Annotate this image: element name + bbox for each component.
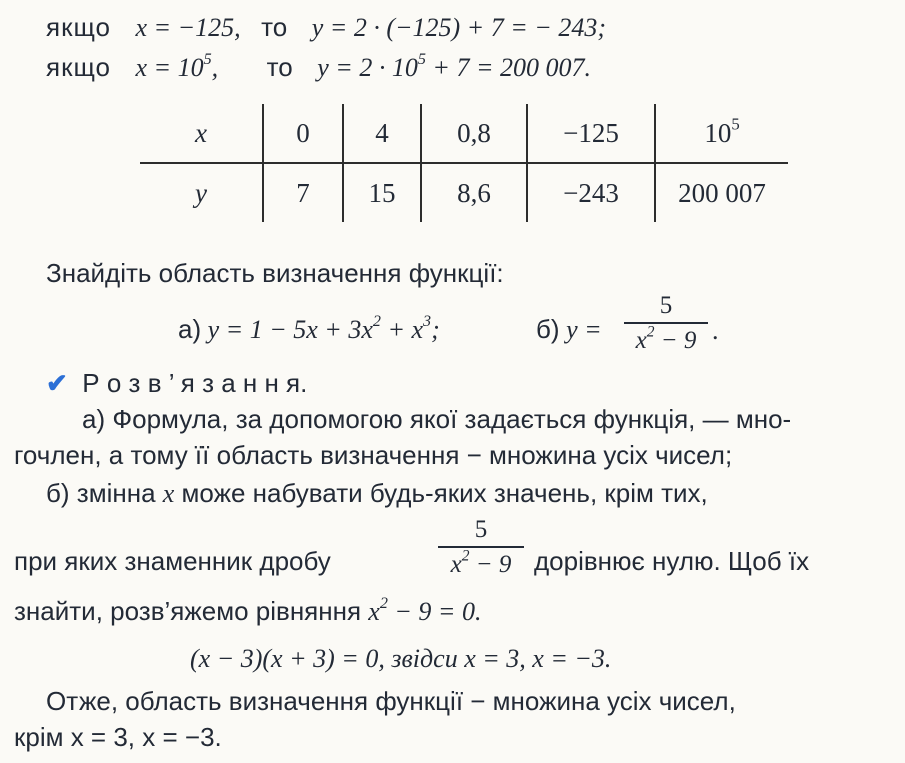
row-header-y: y: [195, 177, 207, 208]
solution-b-line-3: [14, 596, 481, 627]
comma: ,: [211, 53, 219, 82]
table-cell: 0: [263, 104, 343, 163]
table-cell: 200 007: [655, 163, 788, 222]
example-line-1: [46, 12, 606, 43]
solution-heading: [46, 368, 307, 399]
task-b-formula: y =: [566, 315, 602, 344]
conclusion-line-1: Отже, область визначення функції − множина усіх чисел,: [46, 686, 736, 716]
equation-tail: − 9 = 0.: [387, 597, 482, 626]
table-cell: 0,8: [421, 104, 527, 163]
semicolon: ;: [431, 315, 440, 344]
denominator-rest: − 9: [654, 327, 697, 354]
table-cell: 4: [343, 104, 421, 163]
table-cell: −243: [527, 163, 655, 222]
y-result: y = 2 · (−125) + 7 = − 243;: [311, 13, 606, 42]
conclusion-line-2: крім x = 3, x = −3.: [14, 722, 222, 752]
exponent: 2: [461, 547, 470, 565]
table-cell: −125: [527, 104, 655, 163]
table-cell: 8,6: [421, 163, 527, 222]
table-row-x: [140, 104, 788, 163]
exponent: 2: [646, 323, 655, 341]
power-base: 10: [704, 117, 732, 148]
table-cell: 7: [263, 163, 343, 222]
x-condition: x = −125,: [135, 13, 241, 42]
power-exponent: 5: [731, 113, 740, 133]
task-a-label: а): [178, 314, 202, 344]
table-row-y: [140, 163, 788, 222]
fraction-numerator: 5: [659, 292, 673, 319]
task-b-period: .: [712, 316, 719, 345]
fraction-denominator: [438, 547, 524, 580]
task-b-label: б): [536, 314, 560, 344]
fraction-denominator: [624, 323, 708, 356]
task-b: [536, 314, 602, 345]
word-then: то: [261, 12, 288, 42]
solution-b-line-2-left: при яких знаменник дробу: [14, 546, 331, 576]
exponent: 2: [372, 312, 381, 330]
row-header-x: x: [140, 104, 263, 163]
table-cell: 15: [343, 163, 421, 222]
solution-a-line-1: а) Формула, за допомогою якої задається функція, — мно-: [82, 404, 792, 434]
task-a: [178, 314, 440, 345]
word-then: то: [266, 52, 293, 82]
fraction-bar: [438, 546, 524, 548]
task-a-formula-tail: + x: [380, 315, 424, 344]
text: б) змінна: [46, 478, 163, 508]
inline-fraction: [438, 516, 524, 580]
fraction-numerator: 5: [474, 516, 488, 543]
denominator-rest: − 9: [469, 551, 512, 578]
solution-b-line-2-right: дорівнює нулю. Щоб їх: [534, 546, 810, 576]
task-a-formula: y = 1 − 5x + 3x: [207, 315, 373, 344]
denominator-var: x: [450, 551, 462, 578]
solution-a-line-2: гочлен, а тому її область визначення − множина усіх чисел;: [14, 440, 733, 470]
fraction-bar: [624, 322, 708, 324]
x-condition: x = 10: [135, 53, 204, 82]
values-table: [140, 104, 788, 222]
y-result: y = 2 · 10: [317, 53, 418, 82]
variable: x: [162, 479, 175, 508]
x-exponent: 5: [203, 50, 212, 68]
text: знайти, розв’яжемо рівняння: [14, 596, 369, 626]
text: може набувати будь-яких значень, крім тих,: [174, 478, 708, 508]
denominator-var: x: [635, 327, 647, 354]
task-prompt: Знайдіть область визначення функції:: [46, 258, 504, 288]
solution-b-line-1: [46, 478, 708, 509]
table-cell: [655, 104, 788, 163]
y-exponent: 5: [417, 50, 426, 68]
exponent: 2: [379, 594, 388, 612]
check-icon: ✔: [46, 369, 68, 398]
exponent: 3: [423, 312, 432, 330]
word-if: якщо: [46, 52, 112, 82]
solution-equation: (x − 3)(x + 3) = 0, звідси x = 3, x = −3.: [190, 644, 612, 673]
solution-title: Р о з в ’ я з а н н я.: [82, 368, 308, 398]
y-result-tail: + 7 = 200 007.: [425, 53, 591, 82]
variable: x: [368, 597, 380, 626]
example-line-2: [46, 52, 591, 83]
task-b-fraction: [624, 292, 708, 356]
word-if: якщо: [46, 12, 112, 42]
